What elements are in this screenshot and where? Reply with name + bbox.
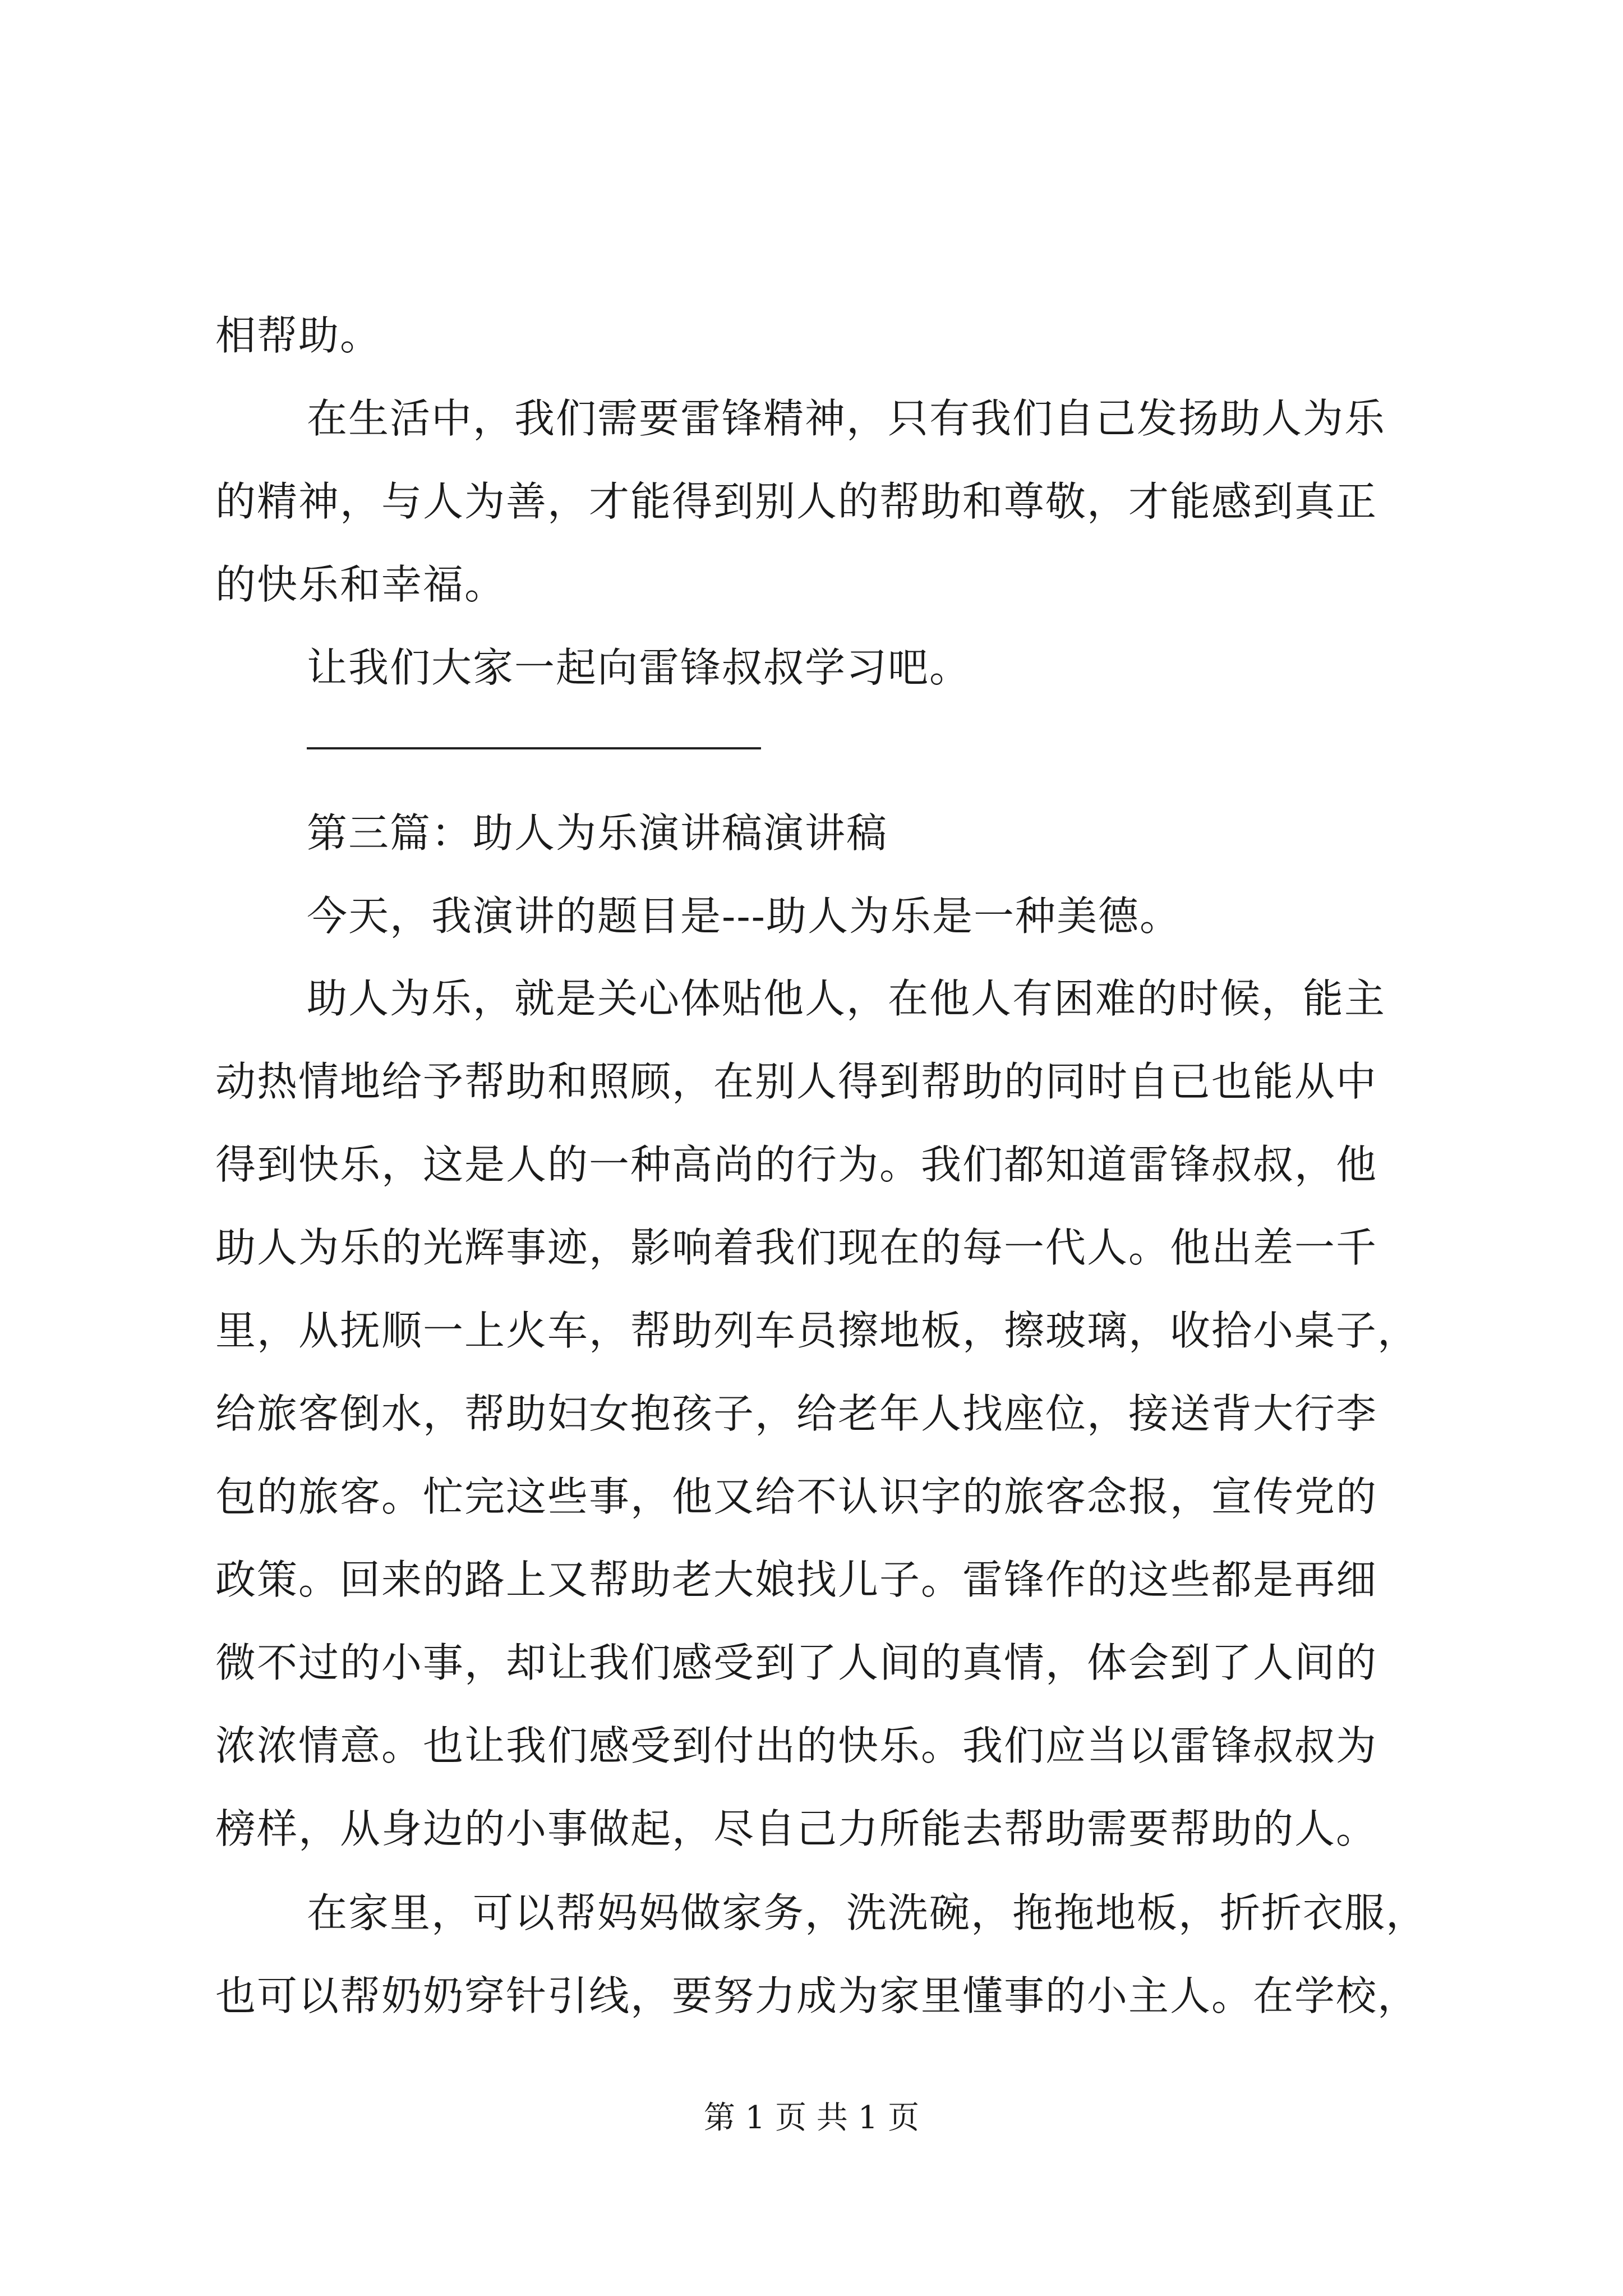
text-line: 给旅客倒水，帮助妇女抱孩子，给老年人找座位，接送背大行李 xyxy=(215,1390,1378,1437)
text-line: 相帮助。 xyxy=(215,312,382,359)
text-line: 微不过的小事，却让我们感受到了人间的真情，体会到了人间的 xyxy=(215,1639,1378,1686)
section-heading: 第三篇：助人为乐演讲稿演讲稿 xyxy=(307,809,888,857)
section-divider xyxy=(307,747,761,749)
text-line: 的快乐和幸福。 xyxy=(215,561,506,608)
paragraph-start-line: 助人为乐，就是关心体贴他人，在他人有困难的时候，能主 xyxy=(307,975,1386,1022)
text-line: 榜样，从身边的小事做起，尽自己力所能去帮助需要帮助的人。 xyxy=(215,1805,1378,1852)
text-line: 政策。回来的路上又帮助老大娘找儿子。雷锋作的这些都是再细 xyxy=(215,1556,1378,1603)
paragraph-start-line: 在家里，可以帮妈妈做家务，洗洗碗，拖拖地板，折折衣服， xyxy=(307,1889,1428,1936)
speech-topic-line: 今天，我演讲的题目是---助人为乐是一种美德。 xyxy=(307,892,1181,940)
text-line: 也可以帮奶奶穿针引线，要努力成为家里懂事的小主人。在学校， xyxy=(215,1972,1419,2019)
text-line: 包的旅客。忙完这些事，他又给不认识字的旅客念报，宣传党的 xyxy=(215,1473,1378,1520)
text-line: 的精神，与人为善，才能得到别人的帮助和尊敬，才能感到真正 xyxy=(215,478,1378,525)
text-line: 里，从抚顺一上火车，帮助列车员擦地板，擦玻璃，收拾小桌子， xyxy=(215,1307,1419,1354)
text-line: 浓浓情意。也让我们感受到付出的快乐。我们应当以雷锋叔叔为 xyxy=(215,1722,1378,1769)
paragraph-start-line: 让我们大家一起向雷锋叔叔学习吧。 xyxy=(307,644,971,691)
text-line: 得到快乐，这是人的一种高尚的行为。我们都知道雷锋叔叔，他 xyxy=(215,1141,1378,1188)
text-line: 动热情地给予帮助和照顾，在别人得到帮助的同时自已也能从中 xyxy=(215,1058,1378,1105)
page-footer: 第 1 页 共 1 页 xyxy=(703,2100,920,2136)
paragraph-start-line: 在生活中，我们需要雷锋精神，只有我们自己发扬助人为乐 xyxy=(307,395,1386,442)
text-line: 助人为乐的光辉事迹，影响着我们现在的每一代人。他出差一千 xyxy=(215,1224,1378,1271)
